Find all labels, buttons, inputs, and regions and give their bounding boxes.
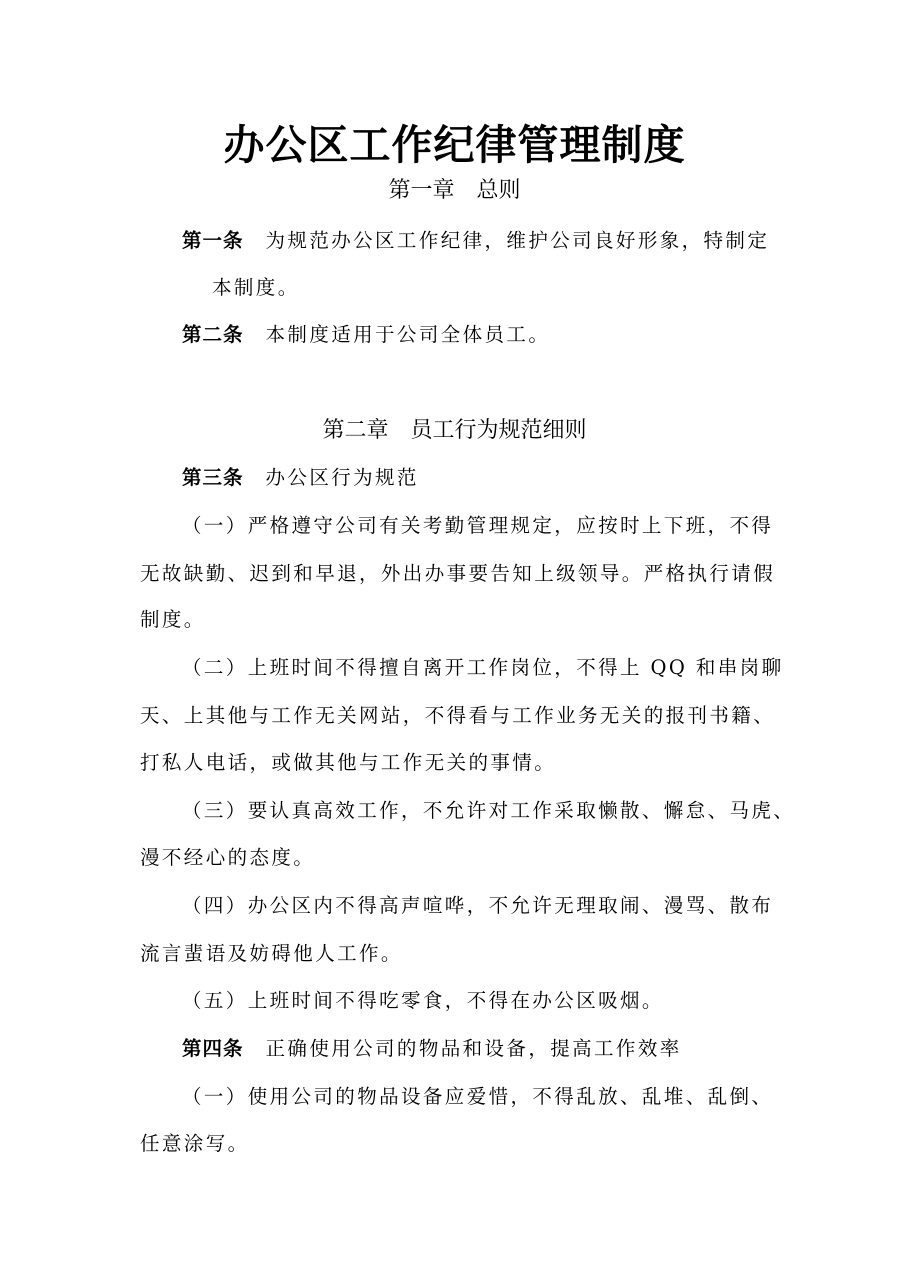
article-3-item-3-line-1: （三）要认真高效工作，不允许对工作采取懒散、懈怠、马虎、 — [182, 799, 796, 822]
article-3-label: 第三条 — [182, 466, 244, 489]
article-4-text: 正确使用公司的物品和设备，提高工作效率 — [265, 1037, 682, 1060]
article-1-text: 为规范办公区工作纪律，维护公司良好形象，特制定 — [265, 229, 770, 252]
article-2-label: 第二条 — [182, 323, 244, 346]
chapter-2-heading: 第二章 员工行为规范细则 — [322, 418, 587, 443]
article-3-item-4-line-1: （四）办公区内不得高声喧哗，不允许无理取闹、漫骂、散布 — [182, 894, 774, 917]
article-1-label: 第一条 — [182, 229, 244, 252]
article-4-item-1-line-1: （一）使用公司的物品设备应爱惜，不得乱放、乱堆、乱倒、 — [182, 1085, 774, 1108]
article-3-item-5-line-1: （五）上班时间不得吃零食，不得在办公区吸烟。 — [182, 989, 664, 1012]
document-title: 办公区工作纪律管理制度 — [223, 121, 686, 169]
article-3-item-4-line-2: 流言蜚语及妨碍他人工作。 — [140, 942, 403, 965]
article-3-item-1-line-3: 制度。 — [140, 608, 206, 631]
article-3-item-1-line-2: 无故缺勤、迟到和早退，外出办事要告知上级领导。严格执行请假 — [140, 562, 776, 585]
article-3-item-3-line-2: 漫不经心的态度。 — [140, 846, 316, 869]
article-4 — [182, 1035, 682, 1063]
article-2-text: 本制度适用于公司全体员工。 — [265, 323, 551, 346]
chapter-1-heading: 第一章 总则 — [388, 178, 521, 203]
article-4-label: 第四条 — [182, 1037, 244, 1060]
article-3-text: 办公区行为规范 — [265, 466, 419, 489]
article-2 — [182, 321, 550, 349]
article-3-item-1-line-1: （一）严格遵守公司有关考勤管理规定，应按时上下班，不得 — [182, 514, 774, 537]
article-4-item-1-line-2: 任意涂写。 — [140, 1132, 250, 1155]
article-1-line-2: 本制度。 — [212, 276, 300, 299]
article-3-item-2-line-1: （二）上班时间不得擅自离开工作岗位，不得上 QQ 和串岗聊 — [182, 656, 784, 679]
article-1-line-1 — [182, 227, 769, 255]
article-3-item-2-line-3: 打私人电话，或做其他与工作无关的事情。 — [140, 751, 557, 774]
article-3-item-2-line-2: 天、上其他与工作无关网站，不得看与工作业务无关的报刊书籍、 — [140, 704, 776, 727]
article-3 — [182, 464, 419, 492]
